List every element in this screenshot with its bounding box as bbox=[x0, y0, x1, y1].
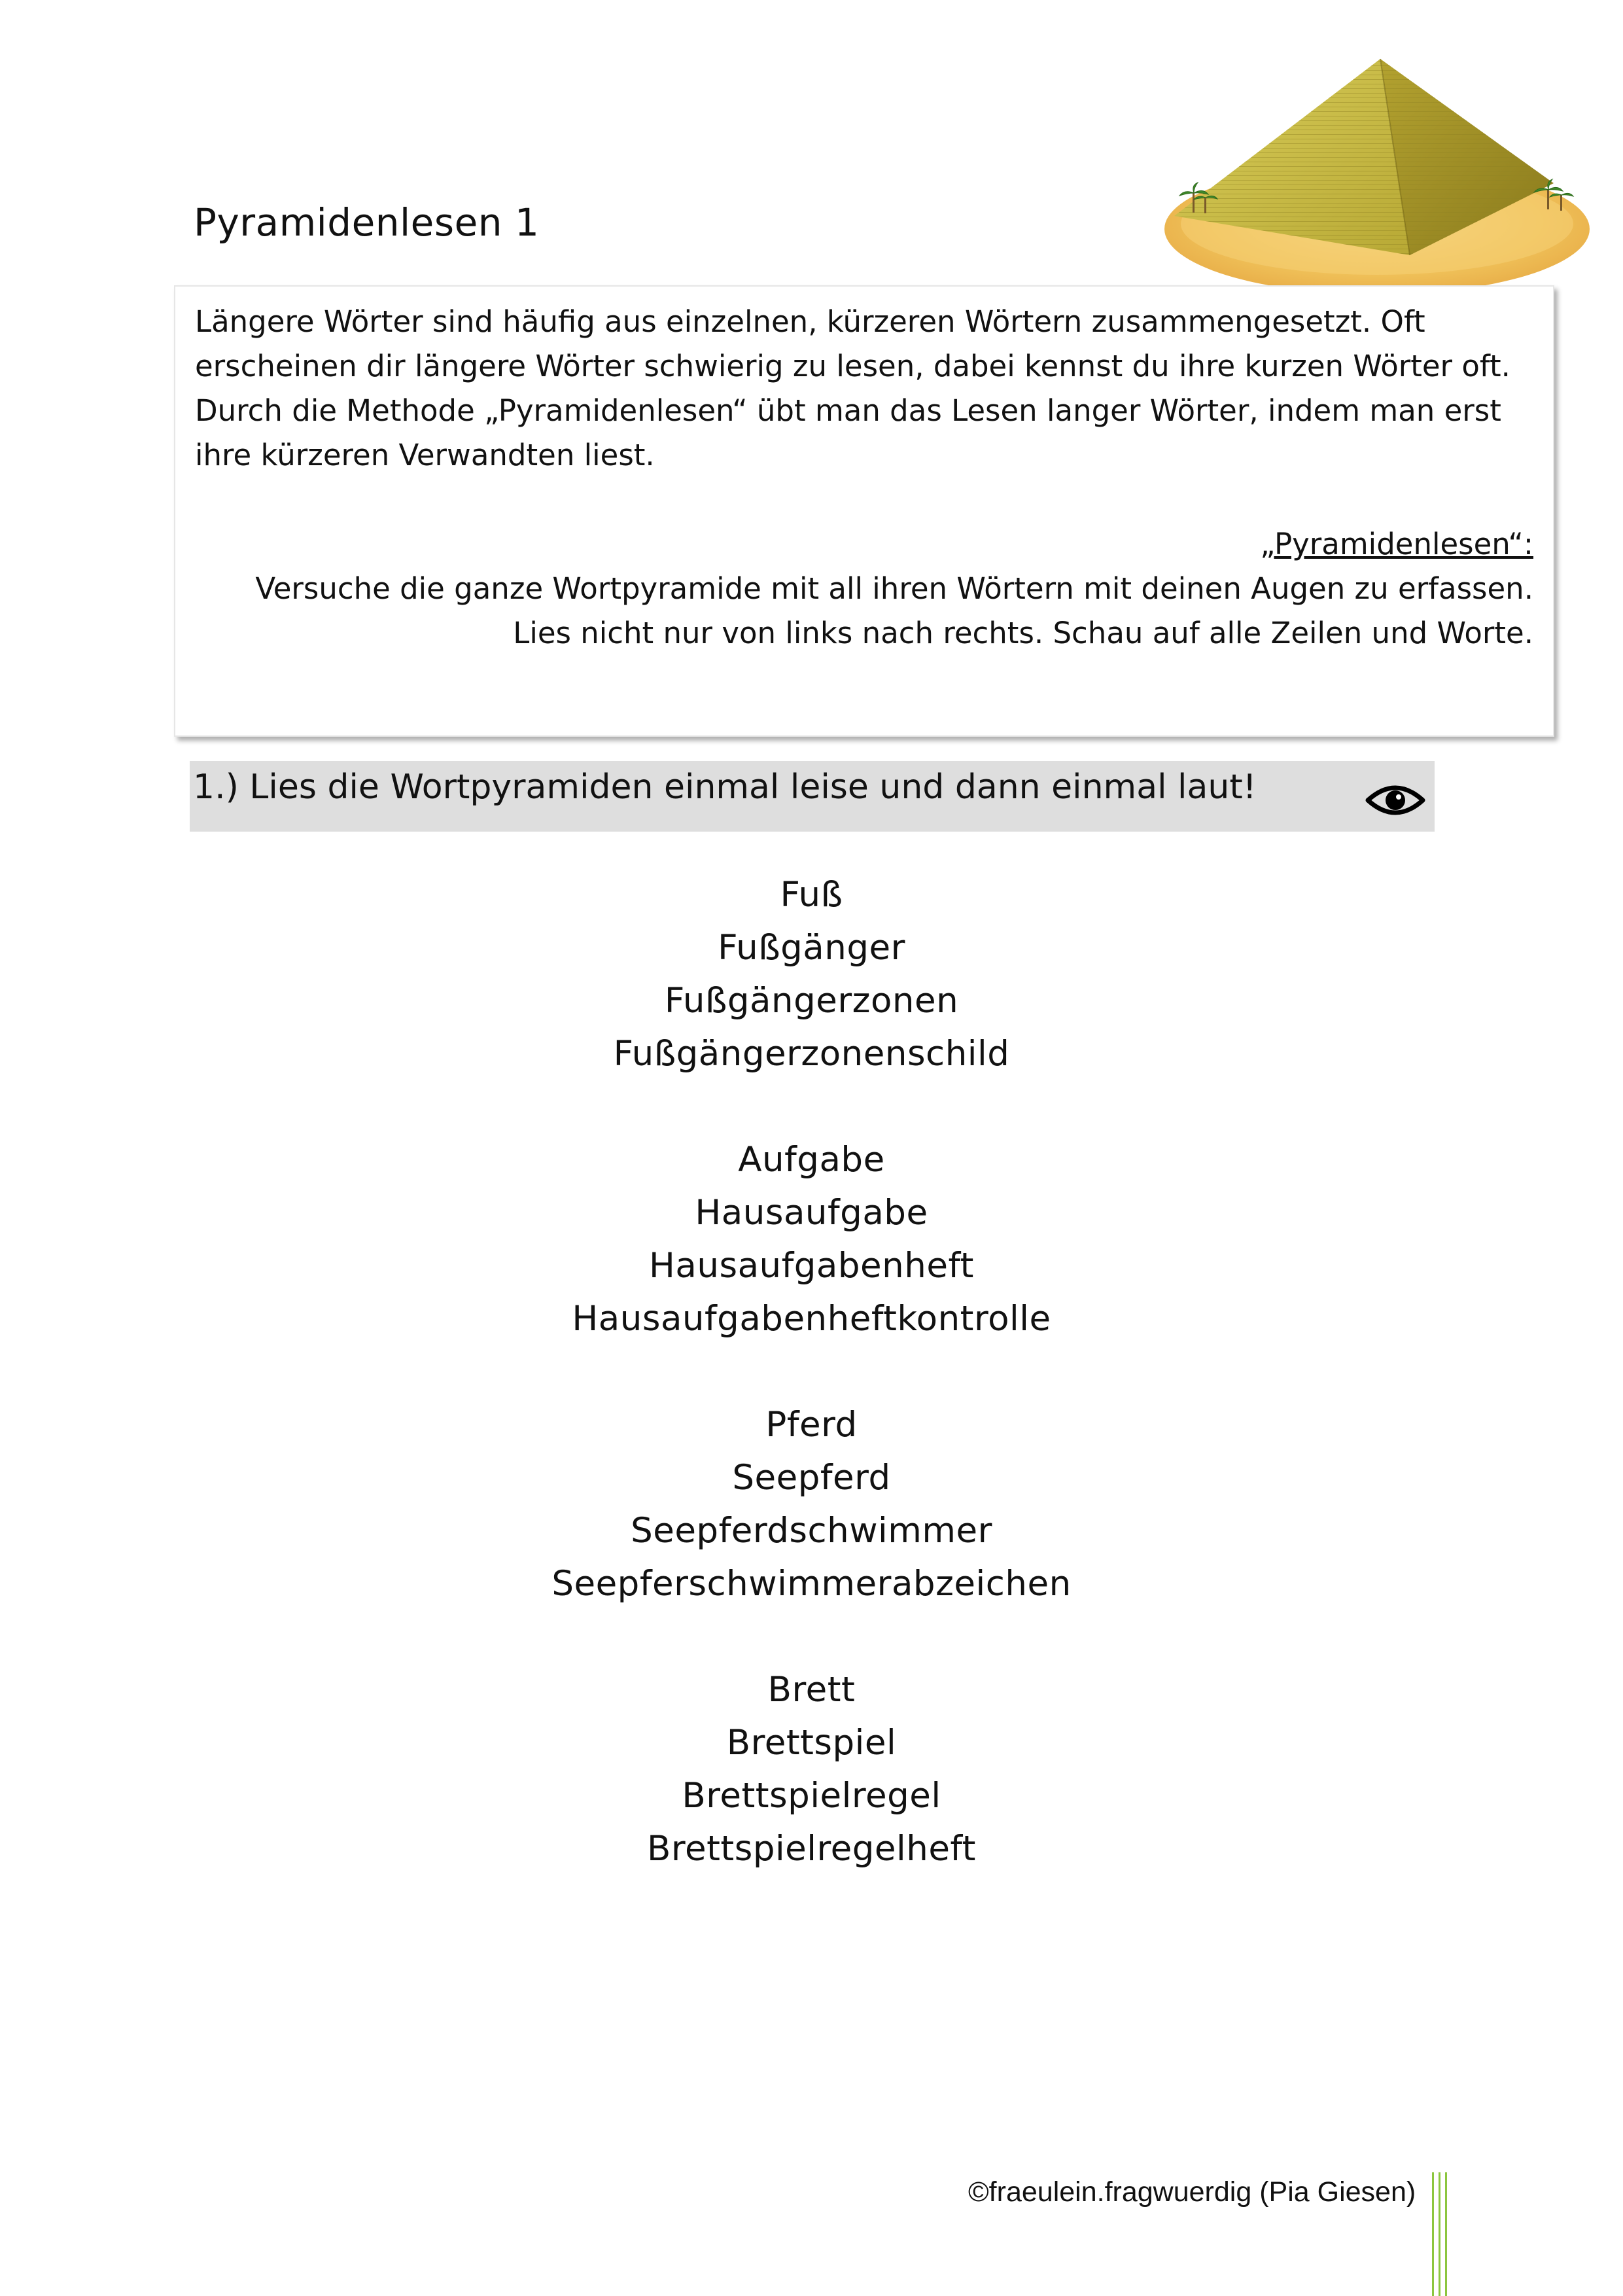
task-bar bbox=[190, 761, 1435, 832]
method-heading: „Pyramidenlesen“: bbox=[1260, 527, 1533, 561]
method-line: Lies nicht nur von links nach rechts. Schau auf alle Zeilen und Worte. bbox=[513, 616, 1533, 650]
word-pyramid-pferd bbox=[0, 1398, 1623, 1610]
intro-paragraph bbox=[195, 300, 1533, 478]
method-line: Versuche die ganze Wortpyramide mit all ihren Wörtern mit deinen Augen zu erfassen. bbox=[255, 571, 1533, 606]
pyramid-word: Fuß bbox=[780, 875, 843, 915]
pyramid-word: Fußgängerzonenschild bbox=[613, 1034, 1010, 1074]
task-instruction: 1.) Lies die Wortpyramiden einmal leise und dann einmal laut! bbox=[193, 768, 1257, 807]
word-pyramid-fuss bbox=[0, 868, 1623, 1080]
pyramid-word: Hausaufgabenheft bbox=[649, 1246, 974, 1286]
word-pyramid-aufgabe bbox=[0, 1133, 1623, 1345]
pyramid-word: Seepferd bbox=[732, 1458, 891, 1498]
intro-line: erscheinen dir längere Wörter schwierig zu lesen, dabei kennst du ihre kurzen Wörter oft. bbox=[195, 349, 1510, 383]
pyramid-word: Brettspielregelheft bbox=[647, 1829, 976, 1869]
intro-line: Durch die Methode „Pyramidenlesen“ übt man das Lesen langer Wörter, indem man erst bbox=[195, 393, 1501, 428]
word-pyramids bbox=[0, 868, 1623, 1928]
pyramid-word: Seepferdschwimmer bbox=[631, 1511, 992, 1551]
pyramid-word: Hausaufgabe bbox=[695, 1193, 928, 1233]
eye-icon bbox=[1365, 781, 1425, 820]
pyramid-word: Brettspiel bbox=[726, 1723, 897, 1763]
method-instructions bbox=[195, 522, 1533, 656]
pyramid-word: Fußgängerzonen bbox=[664, 981, 959, 1021]
page-title: Pyramidenlesen 1 bbox=[194, 200, 540, 245]
pyramid-word: Fußgänger bbox=[718, 928, 905, 968]
word-pyramid-brett bbox=[0, 1663, 1623, 1875]
pyramid-word: Seepferschwimmerabzeichen bbox=[551, 1564, 1072, 1604]
pyramid-word: Brett bbox=[767, 1670, 856, 1710]
pyramid-word: Aufgabe bbox=[738, 1140, 885, 1180]
copyright-credit: ©fraeulein.fragwuerdig (Pia Giesen) bbox=[968, 2176, 1416, 2208]
pyramid-word: Pferd bbox=[765, 1405, 858, 1445]
info-box bbox=[174, 285, 1554, 737]
pyramid-illustration bbox=[1161, 52, 1593, 301]
pyramid-word: Hausaufgabenheftkontrolle bbox=[572, 1299, 1051, 1339]
intro-line: ihre kürzeren Verwandten liest. bbox=[195, 438, 655, 472]
footer-stripes-decoration bbox=[1431, 2172, 1448, 2296]
pyramid-word: Brettspielregel bbox=[682, 1776, 941, 1816]
intro-line: Längere Wörter sind häufig aus einzelnen, kürzeren Wörtern zusammengesetzt. Oft bbox=[195, 304, 1425, 339]
